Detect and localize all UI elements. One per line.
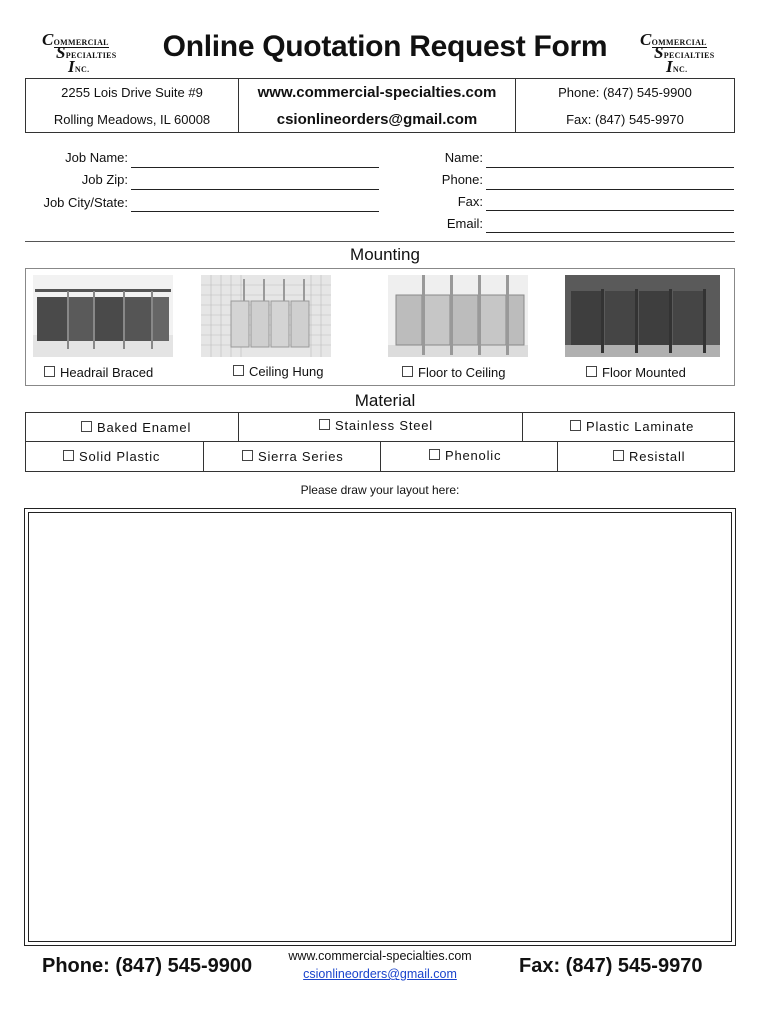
- checkbox-icon[interactable]: [613, 450, 624, 461]
- footer-email-link[interactable]: csionlineorders@gmail.com: [303, 967, 457, 981]
- company-logo-left: COMMERCIAL SPECIALTIES INC.: [42, 30, 117, 76]
- floor-to-ceiling-image: [388, 275, 528, 357]
- mounting-options-box: [25, 268, 735, 386]
- footer-phone: Phone: (847) 545-9900: [42, 955, 253, 977]
- floor-mounted-image: [565, 275, 720, 357]
- layout-drawing-area[interactable]: [24, 508, 736, 946]
- mounting-option-floor-to-ceiling[interactable]: Floor to Ceiling: [402, 365, 505, 380]
- website-text: www.commercial-specialties.com: [257, 84, 497, 101]
- mounting-option-floor-mounted[interactable]: Floor Mounted: [586, 365, 686, 380]
- section-divider: [25, 241, 735, 242]
- checkbox-icon[interactable]: [242, 450, 253, 461]
- draw-layout-label: Please draw your layout here:: [300, 483, 460, 497]
- checkbox-icon[interactable]: [233, 365, 244, 376]
- checkbox-icon[interactable]: [429, 449, 440, 460]
- job-zip-label: Job Zip:: [81, 172, 128, 187]
- checkbox-icon[interactable]: [586, 366, 597, 377]
- mounting-title: Mounting: [350, 245, 420, 264]
- fax-field[interactable]: [486, 210, 734, 211]
- name-field[interactable]: [486, 167, 734, 168]
- material-option-phenolic[interactable]: Phenolic: [429, 448, 501, 463]
- material-option-resistall[interactable]: Resistall: [613, 449, 685, 464]
- email-text: csionlineorders@gmail.com: [276, 111, 478, 128]
- phone-label: Phone:: [441, 172, 483, 187]
- contact-info-table: [25, 78, 735, 133]
- headrail-braced-image: [33, 275, 173, 357]
- material-option-stainless-steel[interactable]: Stainless Steel: [319, 418, 433, 433]
- email-label: Email:: [446, 216, 483, 231]
- address-line-2: Rolling Meadows, IL 60008: [53, 112, 211, 127]
- job-city-state-label: Job City/State:: [43, 195, 128, 210]
- mounting-option-headrail-braced[interactable]: Headrail Braced: [44, 365, 153, 380]
- address-line-1: 2255 Lois Drive Suite #9: [61, 85, 203, 100]
- email-field[interactable]: [486, 232, 734, 233]
- page-title: Online Quotation Request Form: [162, 30, 608, 63]
- mounting-option-ceiling-hung[interactable]: Ceiling Hung: [233, 364, 323, 379]
- checkbox-icon[interactable]: [319, 419, 330, 430]
- job-name-field[interactable]: [131, 167, 379, 168]
- footer-website: www.commercial-specialties.com: [288, 949, 472, 963]
- ceiling-hung-image: [201, 275, 331, 357]
- checkbox-icon[interactable]: [81, 421, 92, 432]
- checkbox-icon[interactable]: [63, 450, 74, 461]
- phone-field[interactable]: [486, 189, 734, 190]
- material-option-baked-enamel[interactable]: Baked Enamel: [81, 420, 191, 435]
- material-option-plastic-laminate[interactable]: Plastic Laminate: [570, 419, 694, 434]
- job-zip-field[interactable]: [131, 189, 379, 190]
- company-logo-right: COMMERCIAL SPECIALTIES INC.: [640, 30, 715, 76]
- footer-fax: Fax: (847) 545-9970: [519, 955, 703, 977]
- phone-text: Phone: (847) 545-9900: [558, 85, 692, 100]
- material-row-1: [25, 412, 735, 442]
- fax-text: Fax: (847) 545-9970: [566, 112, 684, 127]
- checkbox-icon[interactable]: [402, 366, 413, 377]
- fax-label: Fax:: [457, 194, 483, 209]
- material-row-2: [25, 441, 735, 472]
- checkbox-icon[interactable]: [570, 420, 581, 431]
- name-label: Name:: [444, 150, 483, 165]
- job-name-label: Job Name:: [65, 150, 128, 165]
- job-city-state-field[interactable]: [131, 211, 379, 212]
- material-option-solid-plastic[interactable]: Solid Plastic: [63, 449, 160, 464]
- material-title: Material: [354, 391, 416, 410]
- checkbox-icon[interactable]: [44, 366, 55, 377]
- material-option-sierra-series[interactable]: Sierra Series: [242, 449, 344, 464]
